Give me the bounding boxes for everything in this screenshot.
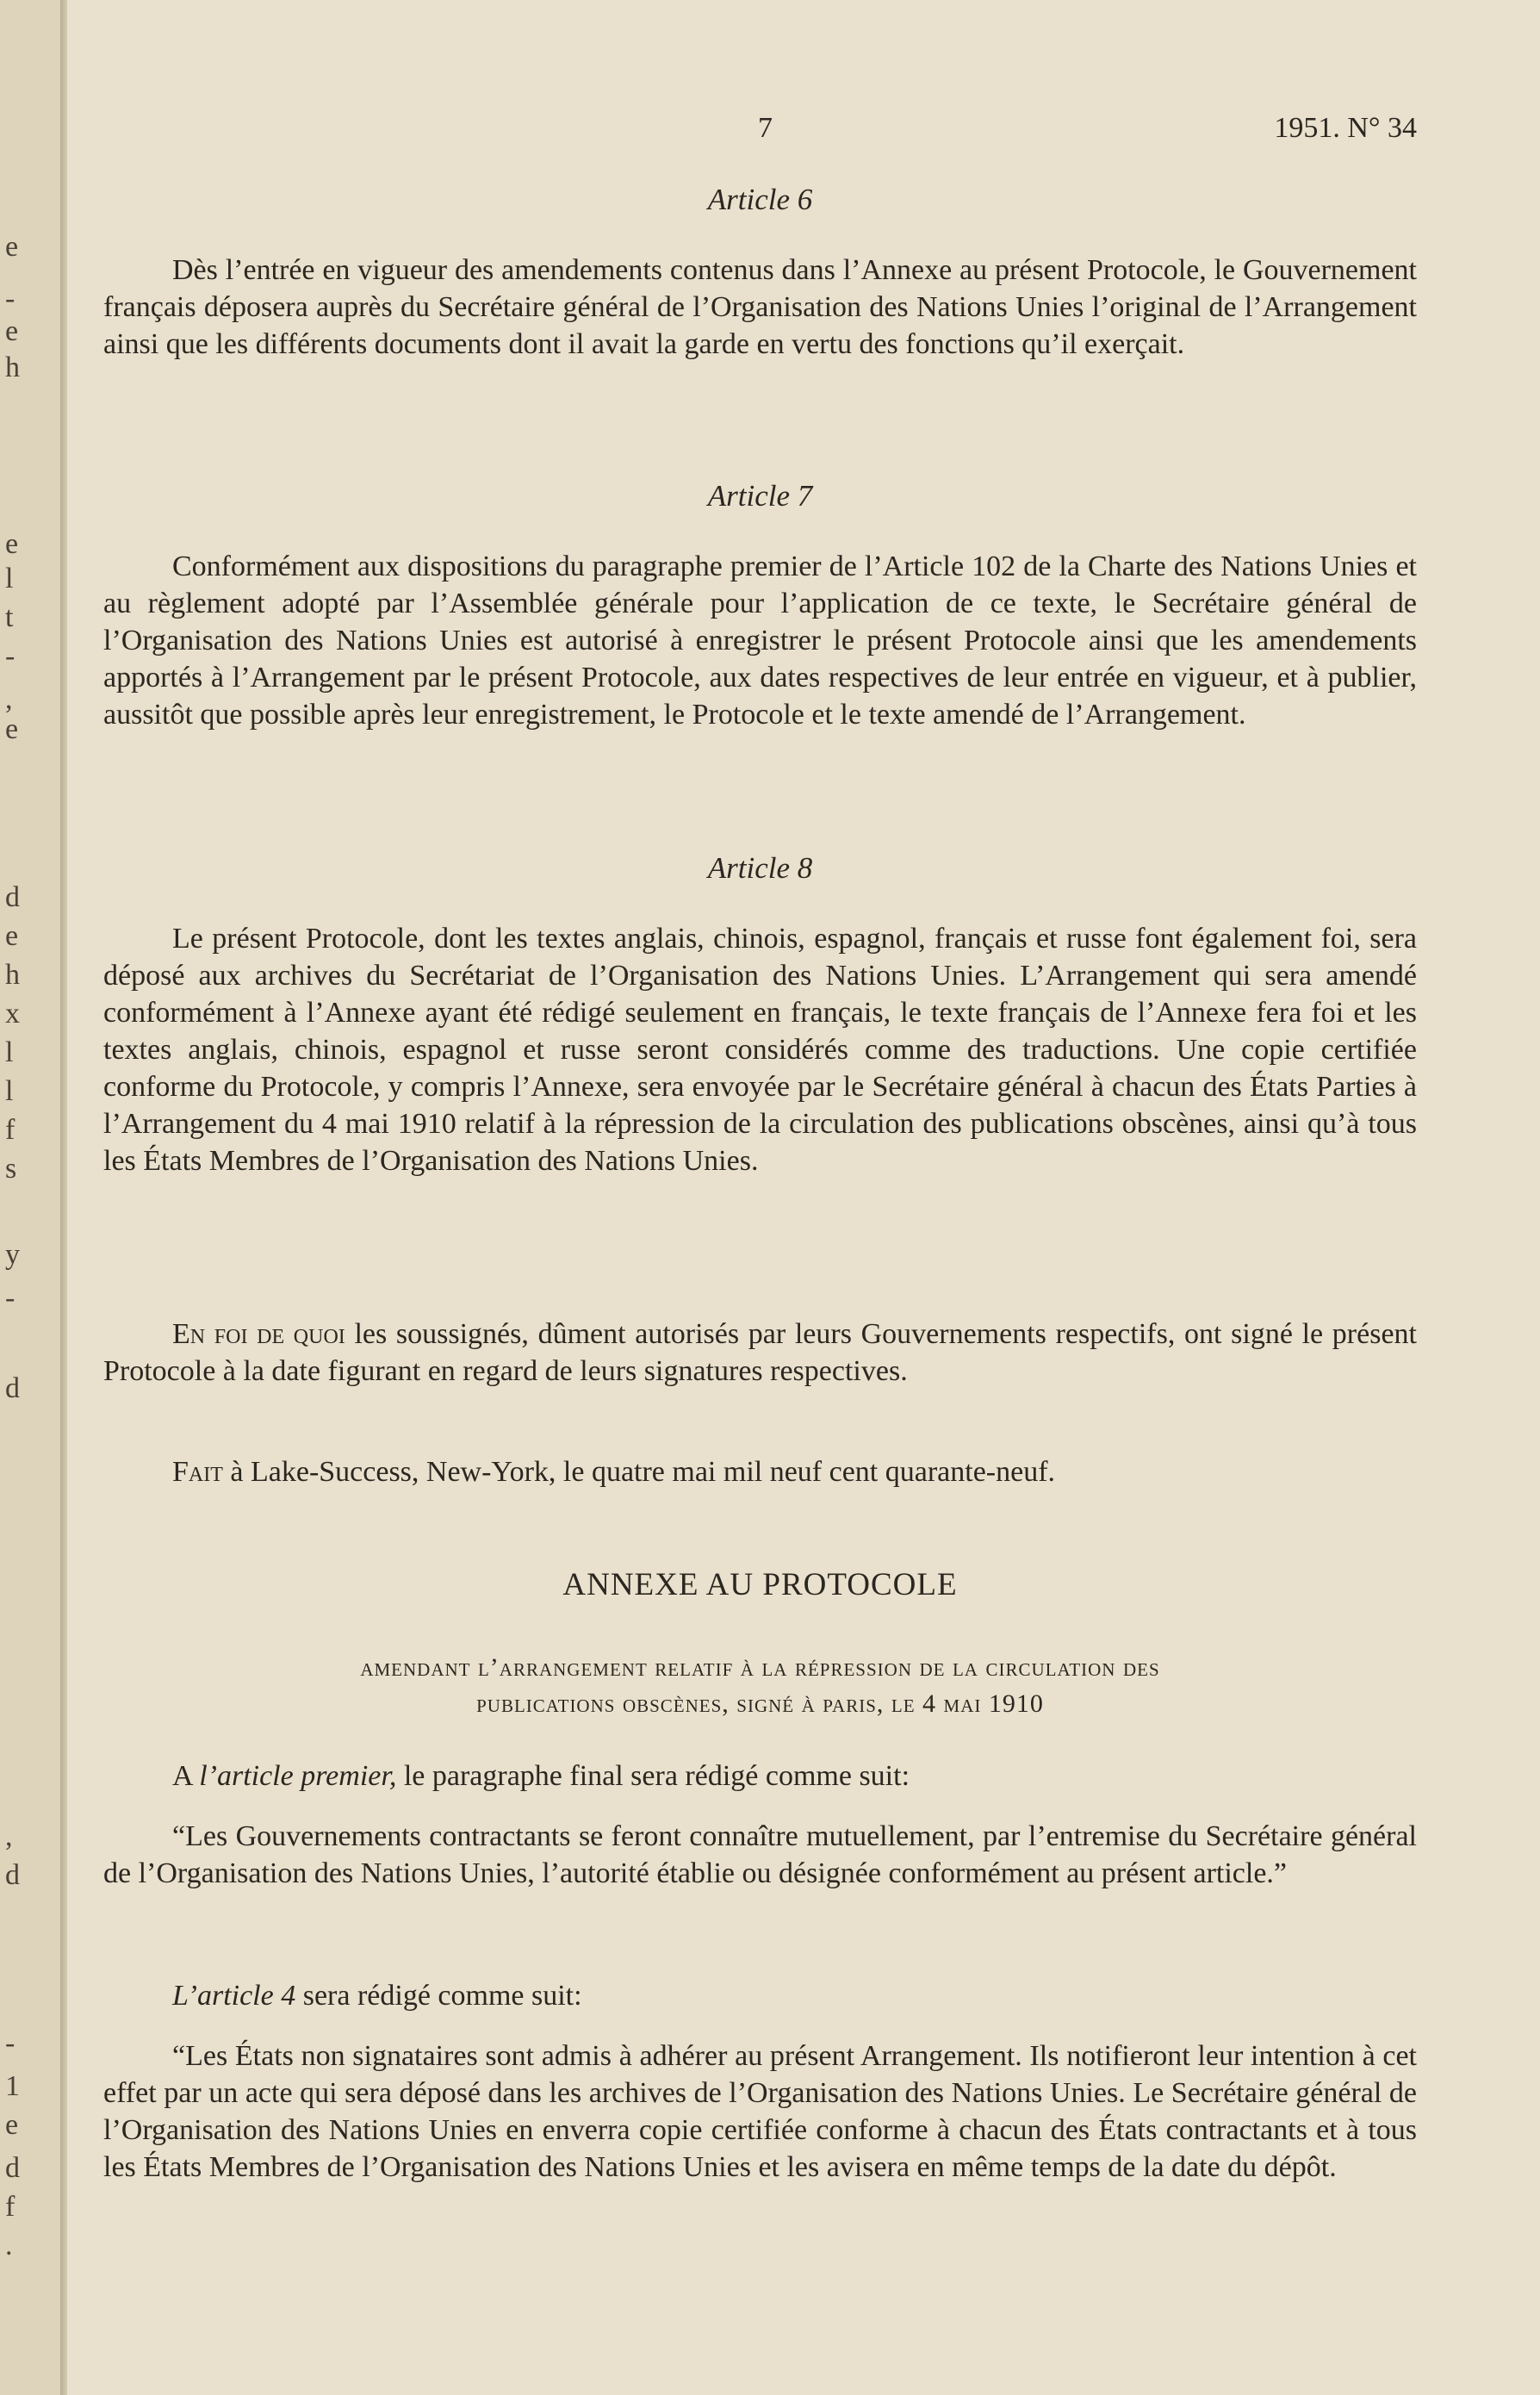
annex-article-1-prefix: A xyxy=(172,1760,200,1792)
annex-title: ANNEXE AU PROTOCOLE xyxy=(562,1567,958,1602)
annex-subtitle xyxy=(103,1650,1417,1722)
margin-fragment: e xyxy=(5,315,19,347)
annex-article-4-quote: “Les États non signataires sont admis à adhérer au présent Arrangement. Ils notifieront leur intention à cet effet par un acte qui sera déposé dans les archives de l’Organisation des Nations Unies. Le Secrétaire général de l’Organisation des Nations Unies en enverra copie certifiée conforme à chacun des États contractants et à tous les États Membres de l’Organisation des Nations Unies et les avisera en même temps de la date du dépôt. xyxy=(103,2040,1417,2183)
en-foi-de-quoi-section xyxy=(103,1316,1417,1390)
margin-fragment: l xyxy=(5,1075,14,1107)
en-foi-de-quoi-lead: En foi de quoi xyxy=(172,1318,345,1350)
annex-article-4-italic: L’article 4 xyxy=(172,1980,296,2012)
annex-article-4-quote-section xyxy=(103,2037,1417,2186)
margin-fragment: e xyxy=(5,920,19,952)
margin-fragment: 1 xyxy=(5,2070,20,2102)
margin-fragment: h xyxy=(5,959,20,991)
en-foi-de-quoi-text: les soussignés, dûment autorisés par leurs Gouvernements respectifs, ont signé le présent Protocole à la date figurant en regard de leurs signatures respectives. xyxy=(103,1318,1417,1387)
margin-fragment: , xyxy=(5,683,13,715)
fait-section xyxy=(103,1453,1417,1490)
article-7-text: Conformément aux dispositions du paragraphe premier de l’Article 102 de la Charte des Nations Unies et au règlement adopté par l’Assemblée générale pour l’application de ce texte, le Secrétaire général de l’Organisation des Nations Unies est autorisé à enregistrer le présent Protocole ainsi que les amendements apportés à l’Arrangement par le présent Protocole, aux dates respectives de leur entrée en vigueur, et à publier, aussitôt que possible après leur enregistrement, le Protocole et le texte amendé de l’Arrangement. xyxy=(103,551,1417,731)
page-header xyxy=(103,112,1417,155)
annex-article-4-suffix: sera rédigé comme suit: xyxy=(295,1980,582,2012)
article-7-section xyxy=(103,548,1417,733)
page-number: 7 xyxy=(758,112,773,144)
article-6-heading: Article 6 xyxy=(707,183,813,216)
annex-subtitle-line-1: amendant l’arrangement relatif à la répression de la circulation des xyxy=(360,1653,1160,1682)
annex-article-1-italic: l’article premier, xyxy=(199,1760,397,1792)
margin-fragment: - xyxy=(5,1282,16,1314)
margin-fragment: t xyxy=(5,601,14,633)
margin-fragment: h xyxy=(5,351,20,383)
margin-fragment: f xyxy=(5,2191,16,2223)
margin-fragment: d xyxy=(5,1859,20,1891)
margin-fragment: d xyxy=(5,1372,20,1404)
annex-subtitle-line-2: publications obscènes, signé à paris, le 4 mai 1910 xyxy=(476,1689,1044,1718)
margin-fragment: . xyxy=(5,2230,13,2261)
margin-fragment: e xyxy=(5,713,19,745)
margin-fragment: e xyxy=(5,528,19,560)
en-foi-de-quoi-paragraph xyxy=(103,1316,1417,1390)
annex-article-1-quote: “Les Gouvernements contractants se feront connaître mutuellement, par l’entremise du Secrétaire général de l’Organisation des Nations Unies, l’autorité établie ou désignée conformément au présent article.” xyxy=(103,1820,1417,1889)
article-7-heading: Article 7 xyxy=(707,479,813,513)
margin-fragment: - xyxy=(5,640,16,672)
margin-fragment: s xyxy=(5,1153,17,1185)
margin-fragment: - xyxy=(5,2027,16,2059)
annex-article-1-intro-text xyxy=(103,1757,1417,1795)
margin-fragment: , xyxy=(5,1820,13,1852)
fait-text: à Lake-Success, New-York, le quatre mai mil neuf cent quarante-neuf. xyxy=(222,1456,1056,1488)
annex-article-1-intro xyxy=(103,1757,1417,1795)
annex-article-1-quote-section xyxy=(103,1818,1417,1892)
margin-fragment: e xyxy=(5,231,19,263)
margin-fragment: - xyxy=(5,283,16,314)
page-fold-shadow xyxy=(60,0,67,2395)
document-page xyxy=(103,0,1417,2395)
margin-fragment: y xyxy=(5,1239,20,1271)
article-8-heading: Article 8 xyxy=(707,851,813,885)
article-6-text: Dès l’entrée en vigueur des amendements contenus dans l’Annexe au présent Protocole, le Gouvernement français déposera auprès du Secrétaire général de l’Organisation des Nations Unies l’original de l’Arrangement ainsi que les différents documents dont il avait la garde en vertu des fonctions qu’il exerçait. xyxy=(103,254,1417,360)
article-8-section xyxy=(103,920,1417,1179)
annex-article-4-intro-text xyxy=(103,1977,1417,2014)
article-6-section xyxy=(103,252,1417,363)
margin-fragment: d xyxy=(5,881,20,913)
margin-fragment: x xyxy=(5,998,20,1030)
fait-lead: Fait xyxy=(172,1456,223,1488)
article-8-text: Le présent Protocole, dont les textes anglais, chinois, espagnol, français et russe font également foi, sera déposé aux archives du Secrétariat de l’Organisation des Nations Unies. L’Arrangement qui sera amendé conformément à l’Annexe ayant été rédigé seulement en français, le texte français de l’Annexe fera foi et les textes anglais, chinois, espagnol et russe seront considérés comme des traductions. Une copie certifiée conforme du Protocole, y compris l’Annexe, sera envoyée par le Secrétaire général à chacun des États Parties à l’Arrangement du 4 mai 1910 relatif à la répression de la circulation des publications obscènes, ainsi qu’à tous les États Membres de l’Organisation des Nations Unies. xyxy=(103,923,1417,1177)
annex-article-4-intro xyxy=(103,1977,1417,2014)
fait-paragraph xyxy=(103,1453,1417,1490)
annex-article-1-suffix: le paragraphe final sera rédigé comme suit: xyxy=(396,1760,910,1792)
margin-fragment: d xyxy=(5,2152,20,2184)
margin-fragment: l xyxy=(5,563,14,594)
margin-fragment: f xyxy=(5,1114,16,1146)
margin-fragment: l xyxy=(5,1036,14,1068)
document-reference: 1951. N° 34 xyxy=(1274,112,1417,144)
margin-fragment: e xyxy=(5,2109,19,2141)
